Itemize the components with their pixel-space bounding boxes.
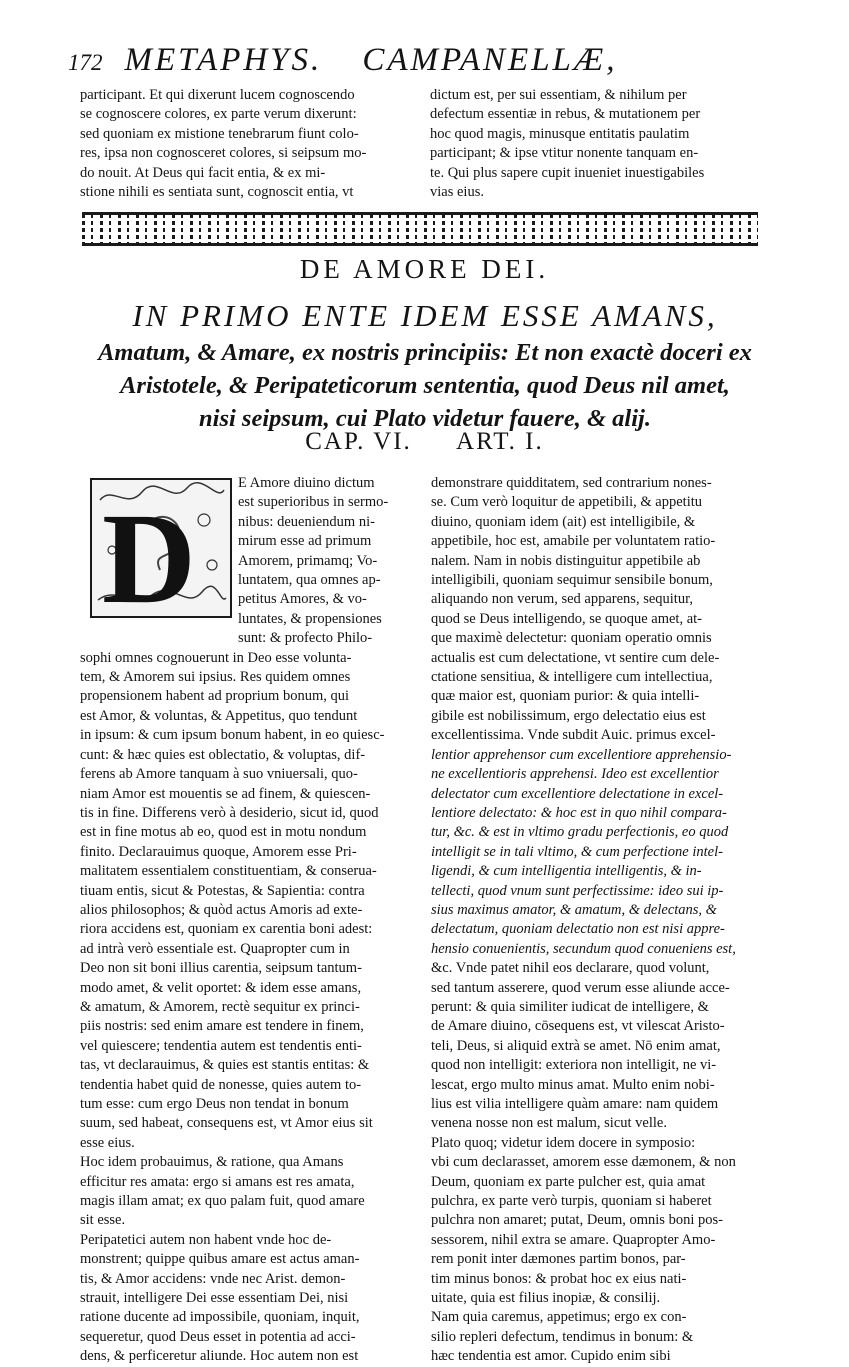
text-line: rem ponit inter dæmones partim bonos, par- xyxy=(431,1251,686,1268)
text-line: sed tantum asserere, quod verum esse aliunde acce- xyxy=(431,979,730,996)
text-line: suum, sed habeat, consequens est, vt Amor eius sit xyxy=(80,1115,373,1132)
chapter-number: CAP. VI. xyxy=(305,428,412,455)
text-line: tim minus bonos: & probat hoc ex eius nati- xyxy=(431,1270,687,1287)
text-line: Amorem, primamq; Vo- xyxy=(238,552,378,569)
text-line: ad intrà verò essentiale est. Quapropter cum in xyxy=(80,940,350,957)
text-line: malitatem essentialem constituentiam, & conserua- xyxy=(80,863,377,880)
text-line: delectatum, quoniam delectatio non est nisi appre- xyxy=(431,921,725,938)
text-line: te. Qui plus sapere cupit inueniet inuestigabiles xyxy=(430,164,705,181)
text-line: Deum, quoniam ex parte pulcher est, quia amat xyxy=(431,1173,706,1190)
text-line: ferens ab Amore tanquam à suo vniuersali, quo- xyxy=(80,766,358,783)
text-line: luntates, & propensiones xyxy=(238,610,382,627)
text-line: ligendi, & cum intelligentia intelligentis, & in- xyxy=(431,863,702,880)
article-heading xyxy=(40,296,810,435)
text-line: propensionem habent ad proprium bonum, qui xyxy=(80,688,350,705)
text-line: hæc tendentia est amor. Cupido enim sibi xyxy=(431,1348,671,1365)
text-line: uitate, quia est filius inopiæ, & consilij. xyxy=(431,1290,661,1307)
text-line: Hoc idem probauimus, & ratione, qua Amans xyxy=(80,1154,344,1171)
page-number: 172 xyxy=(68,50,103,75)
text-line: intelligit se in tali vltimo, & cum perfectione intel- xyxy=(431,843,723,860)
running-head xyxy=(68,42,768,82)
text-line: gibile est nobilissimum, ergo delectatio eius est xyxy=(431,707,706,724)
text-line: participant. Et qui dixerunt lucem cognoscendo xyxy=(80,87,355,103)
text-line: Peripatetici autem non habent vnde hoc de- xyxy=(80,1231,332,1248)
text-line: ne excellentioris apprehensi. Ideo est excellentior xyxy=(431,766,719,783)
text-line: piis nostris: sed enim amare est tendere in finem, xyxy=(80,1018,364,1035)
text-line: delectator cum excellentiore delectatione in excel- xyxy=(431,785,724,802)
ornamental-band-frame xyxy=(82,212,758,246)
main-left-body xyxy=(80,649,410,1367)
main-right-body xyxy=(431,474,757,1367)
text-line: sequeretur, quod Deus esset in potentia ad acci- xyxy=(80,1328,356,1345)
text-line: & amatum, & Amorem, rectè sequitur ex princi- xyxy=(80,998,360,1015)
heading-line: IN PRIMO ENTE IDEM ESSE AMANS, xyxy=(132,298,718,333)
text-line: magis illam amat; ex quo palam fuit, quod amare xyxy=(80,1193,365,1210)
text-line: sessorem, nihil extra se amare. Quapropter Amo- xyxy=(431,1231,716,1248)
text-line: finito. Declarauimus quoque, Amorem esse Pri- xyxy=(80,843,357,860)
text-line: nalem. Nam in nobis distinguitur appetibile ab xyxy=(431,552,701,569)
text-line: perunt: & quia similiter iudicat de intelligere, & xyxy=(431,998,709,1015)
running-head-title-2: CAMPANELLÆ, xyxy=(362,42,618,78)
text-line: Deo non sit boni illius carentia, seipsum tantum- xyxy=(80,960,362,977)
text-line: modo amet, & velit oportet: & idem esse amans, xyxy=(80,979,362,996)
text-line: sunt: & profecto Philo- xyxy=(238,630,373,647)
top-left-column xyxy=(80,86,408,202)
text-line: dictum est, per sui essentiam, & nihilum per xyxy=(430,87,687,103)
text-line: intelligibili, quoniam sequimur sensibile bonum, xyxy=(431,572,713,589)
text-line: vias eius. xyxy=(430,184,484,201)
text-line: &c. Vnde patet nihil eos declarare, quod volunt, xyxy=(431,960,710,977)
text-line: efficitur res amata: ergo si amans est res amata, xyxy=(80,1173,355,1190)
text-line: se. Cum verò loquitur de appetibili, & appetitu xyxy=(431,494,703,511)
article-number: ART. I. xyxy=(456,428,544,455)
text-line: tiuam entis, sicut & Potestas, & Sapientia: contra xyxy=(80,882,365,899)
text-line: tur, &c. & est in vltimo gradu perfectionis, eo quod xyxy=(431,824,729,841)
text-line: est in fine motus ab eo, quod est in motu nondum xyxy=(80,824,367,841)
text-line: pulchra non amaret; putat, Deum, omnis boni pos- xyxy=(431,1212,723,1229)
text-line: E Amore diuino dictum xyxy=(238,475,375,491)
text-line: lentiore delectato: & hoc est in quo nihil compara- xyxy=(431,804,727,821)
text-line: quod se Deus intelligendo, se quoque amet, at- xyxy=(431,610,703,627)
text-line: lius est vilia intelligere quàm amare: nam quidem xyxy=(431,1096,719,1112)
text-line: lentior apprehensor cum excellentiore apprehensio- xyxy=(431,746,732,763)
text-line: est superioribus in sermo- xyxy=(238,494,389,511)
text-line: sophi omnes cognouerunt in Deo esse volunta- xyxy=(80,649,352,666)
text-line: vel quiescere; tendentia autem est tendentis enti- xyxy=(80,1037,362,1054)
main-left-column xyxy=(80,474,410,1367)
text-line: hensio conuenientis, secundum quod conueniens est, xyxy=(431,940,736,957)
text-line: silio repleri defectum, tendimus in bonum: & xyxy=(431,1328,694,1345)
text-line: sius maximus amator, & amatum, & delectans, & xyxy=(431,901,717,918)
text-line: dens, & perficeretur aliunde. Hoc autem non est xyxy=(80,1348,359,1365)
text-line: esse eius. xyxy=(80,1134,135,1151)
text-line: pulchra, ex parte verò turpis, quoniam si haberet xyxy=(431,1193,712,1210)
main-right-column xyxy=(431,474,757,1367)
top-right-column xyxy=(430,86,756,202)
text-line: lescat, ergo multo minus amat. Multo enim nobi- xyxy=(431,1076,715,1093)
text-line: aliquando non verum, sed apparens, sequitur, xyxy=(431,591,693,608)
text-line: quod non intelligit: exteriora non intelligit, ne vi- xyxy=(431,1057,717,1074)
text-line: riora accidens est, quoniam ex carentia boni adest: xyxy=(80,921,373,938)
text-line: sed quoniam ex mistione tenebrarum fiunt colo- xyxy=(80,125,359,142)
text-line: de Amare diuino, cōsequens est, vt vilescat Aristo- xyxy=(431,1018,725,1035)
text-line: sit esse. xyxy=(80,1212,126,1229)
text-line: que maximè delectetur: quoniam operatio omnis xyxy=(431,630,712,647)
text-line: monstrent; quippe quibus amare est actus aman- xyxy=(80,1251,360,1268)
text-line: petitus Amores, & vo- xyxy=(238,591,367,608)
text-line: tum esse: cum ergo Deus non tendat in bonum xyxy=(80,1096,349,1112)
text-line: niam Amor est mouentis se ad finem, & quiescen- xyxy=(80,785,371,802)
text-line: teli, Deus, si aliquid extrà se amet. Nō enim amat, xyxy=(431,1037,721,1054)
text-line: nibus: deueniendum ni- xyxy=(238,513,375,530)
text-line: actualis est cum delectatione, vt sentire cum dele- xyxy=(431,649,720,666)
text-line: venena nosse non est malum, sicut velle. xyxy=(431,1115,667,1132)
text-line: diuino, quoniam idem (ait) est intelligibile, & xyxy=(431,513,696,530)
section-title: DE AMORE DEI. xyxy=(299,254,550,284)
text-line: defectum essentiæ in rebus, & mutationem per xyxy=(430,106,701,123)
text-line: stione nihili es sentiata sunt, cognoscit entia, vt xyxy=(80,184,354,201)
text-line: participant; & ipse vtitur nonente tanquam en- xyxy=(430,145,699,162)
text-line: in ipsum: & cum ipsum bonum habent, in eo quiesc- xyxy=(80,727,385,744)
running-head-title-1: METAPHYS. xyxy=(124,42,323,78)
text-line: do nouit. At Deus qui facit entia, & ex mi- xyxy=(80,164,326,181)
text-line: Plato quoq; videtur idem docere in symposio: xyxy=(431,1134,696,1151)
text-line: alios philosophos; & quòd actus Amoris ad exte- xyxy=(80,901,363,918)
text-line: excellentissima. Vnde subdit Auic. primus excel- xyxy=(431,727,716,744)
text-line: Nam quia caremus, appetimus; ergo ex con- xyxy=(431,1309,687,1326)
text-line: ctatione sensitiua, & intelligere cum intellectiua, xyxy=(431,669,713,686)
text-line: tellecti, quod vnum sunt perfectissime: ideo sui ip- xyxy=(431,882,724,899)
heading-line: Aristotele, & Peripateticorum sententia, quod Deus nil amet, xyxy=(120,372,730,399)
text-line: strauit, intelligere Dei esse essentiam Dei, nisi xyxy=(80,1290,349,1307)
text-line: luntatem, qua omnes ap- xyxy=(238,572,381,589)
text-line: tas, vt declarauimus, & quies est stantis entitas: & xyxy=(80,1057,370,1074)
text-line: hoc quod magis, minusque entitatis paulatim xyxy=(430,125,690,142)
text-line: res, ipsa non cognosceret colores, si seipsum mo- xyxy=(80,145,367,162)
text-line: se cognoscere colores, ex parte verum dixerunt: xyxy=(80,106,357,123)
text-line: est Amor, & voluntas, & Appetitus, quo tendunt xyxy=(80,707,358,724)
text-line: vbi cum declarasset, amorem esse dæmonem, & non xyxy=(431,1154,736,1171)
text-line: tis in fine. Differens verò à desiderio, sicut id, quod xyxy=(80,804,379,821)
initial-letter: D xyxy=(102,487,196,616)
text-line: tendentia habet quid de nonesse, quies autem to- xyxy=(80,1076,362,1093)
heading-line: nisi seipsum, cui Plato videtur fauere, & alij. xyxy=(199,405,651,432)
chapter-line xyxy=(0,428,849,456)
text-line: tem, & Amorem sui ipsius. Res quidem omnes xyxy=(80,669,351,686)
text-line: demonstrare quidditatem, sed contrarium nones- xyxy=(431,475,712,491)
text-line: mirum esse ad primum xyxy=(238,533,372,550)
text-line: appetibile, hoc est, amabile per voluntatem ratio- xyxy=(431,533,716,550)
text-line: tis, & Amor accidens: vnde nec Arist. demon- xyxy=(80,1270,346,1287)
text-line: ratione ducente ad impossibile, quoniam, inquit, xyxy=(80,1309,360,1326)
text-line: cunt: & hæc quies est oblectatio, & voluptas, dif- xyxy=(80,746,366,763)
heading-line: Amatum, & Amare, ex nostris principiis: Et non exactè doceri ex xyxy=(98,339,752,366)
text-line: quæ maior est, quoniam purior: & quia intelli- xyxy=(431,688,700,705)
